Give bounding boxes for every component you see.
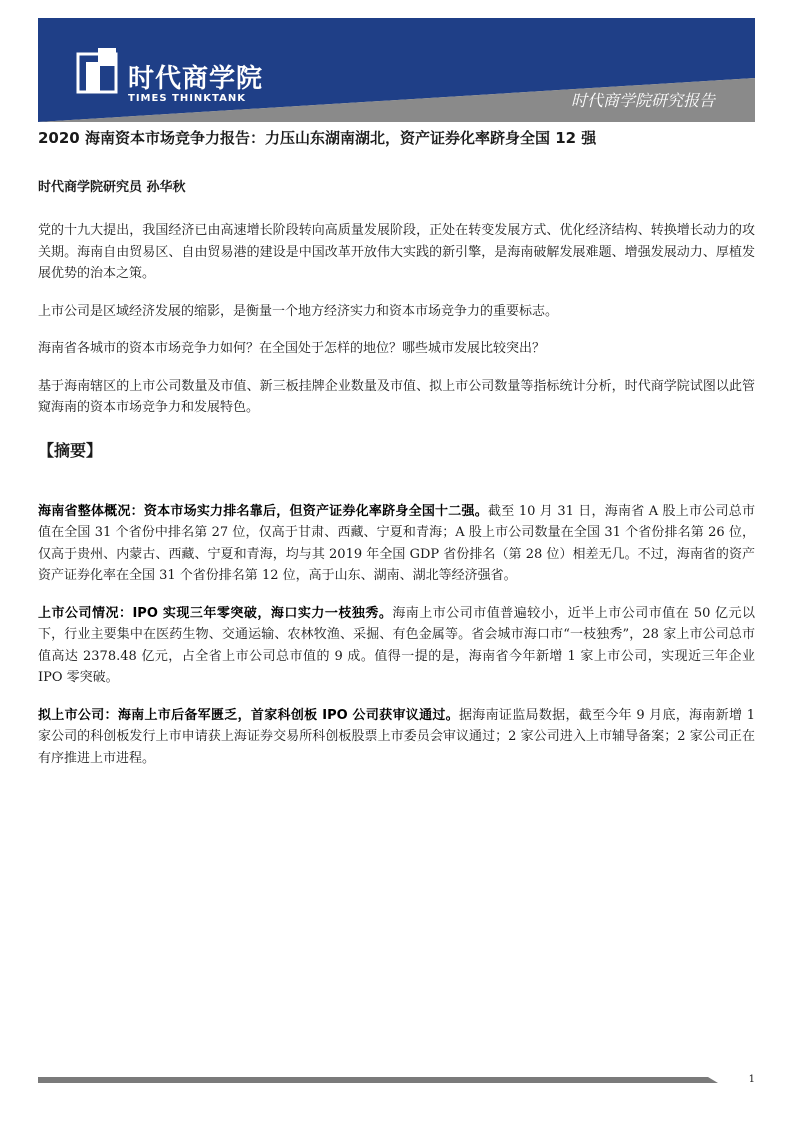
document-title: 2020 海南资本市场竞争力报告：力压山东湖南湖北，资产证券化率跻身全国 12 强 — [38, 129, 597, 147]
intro-paragraph: 海南省各城市的资本市场竞争力如何？在全国处于怎样的地位？哪些城市发展比较突出？ — [38, 341, 546, 356]
document-body — [38, 128, 755, 785]
page-number: 1 — [748, 1074, 755, 1085]
author-line: 时代商学院研究员 孙华秋 — [38, 180, 186, 195]
summary-body: 海南上市公司市值普遍较小，近半上市公司市值在 50 亿元以下，行业主要集中在医药生物、交通运输、农林牧渔、采掘、有色金属等。省会城市海口市“一枝独秀”，28 家上市公司总市值高达 2378.48 亿元，占全省上市公司总市值的 9 成。值得一提的是，海南省今年新增 1 家上市公司，实现近三年企业 IPO 零突破。 — [38, 605, 755, 685]
footer-divider — [38, 1077, 718, 1083]
summary-paragraph-ipo-pipeline — [38, 705, 755, 770]
summary-body: 截至 10 月 31 日，海南省 A 股上市公司总市值在全国 31 个省份中排名第 27 位，仅高于甘肃、西藏、宁夏和青海；A 股上市公司数量在全国 31 个省份排名第 26 位，仅高于贵州、内蒙古、西藏、宁夏和青海，均与其 2019 年全国 GDP 省份排名（第 28 位）相差无几。不过，海南省的资产资产证券化率在全国 31 个省份排名第 12 位，高于山东、湖南、湖北等经济强省。 — [38, 503, 755, 583]
report-header-banner — [38, 18, 755, 122]
intro-paragraph: 党的十九大提出，我国经济已由高速增长阶段转向高质量发展阶段，正处在转变发展方式、优化经济结构、转换增长动力的攻关期。海南自由贸易区、自由贸易港的建设是中国改革开放伟大实践的新引擎，是海南破解发展难题、增强发展动力、厚植发展优势的治本之策。 — [38, 223, 755, 281]
intro-paragraph: 上市公司是区域经济发展的缩影，是衡量一个地方经济实力和资本市场竞争力的重要标志。 — [38, 303, 559, 319]
summary-paragraph-listed-companies — [38, 603, 755, 689]
summary-heading: 【摘要】 — [38, 440, 103, 460]
logo-english-name: TIMES THINKTANK — [128, 93, 246, 104]
intro-paragraph: 基于海南辖区的上市公司数量及市值、新三板挂牌企业数量及市值、拟上市公司数量等指标统计分析，时代商学院试图以此管窥海南的资本市场竞争力和发展特色。 — [38, 378, 755, 415]
summary-lead: 拟上市公司：海南上市后备军匮乏，首家科创板 IPO 公司获审议通过。 — [38, 707, 459, 723]
summary-paragraph-overview — [38, 501, 755, 587]
logo-chinese-name: 时代商学院 — [128, 64, 264, 94]
summary-lead: 上市公司情况：IPO 实现三年零突破，海口实力一枝独秀。 — [38, 605, 393, 621]
report-series-label: 时代商学院研究报告 — [570, 91, 715, 110]
summary-lead: 海南省整体概况：资本市场实力排名靠后，但资产证券化率跻身全国十二强。 — [38, 503, 488, 519]
summary-body: 据海南证监局数据，截至今年 9 月底，海南新增 1 家公司的科创板发行上市申请获上海证券交易所科创板股票上市委员会审议通过；2 家公司进入上市辅导备案；2 家公司正在有序推进上市进程。 — [38, 707, 756, 766]
